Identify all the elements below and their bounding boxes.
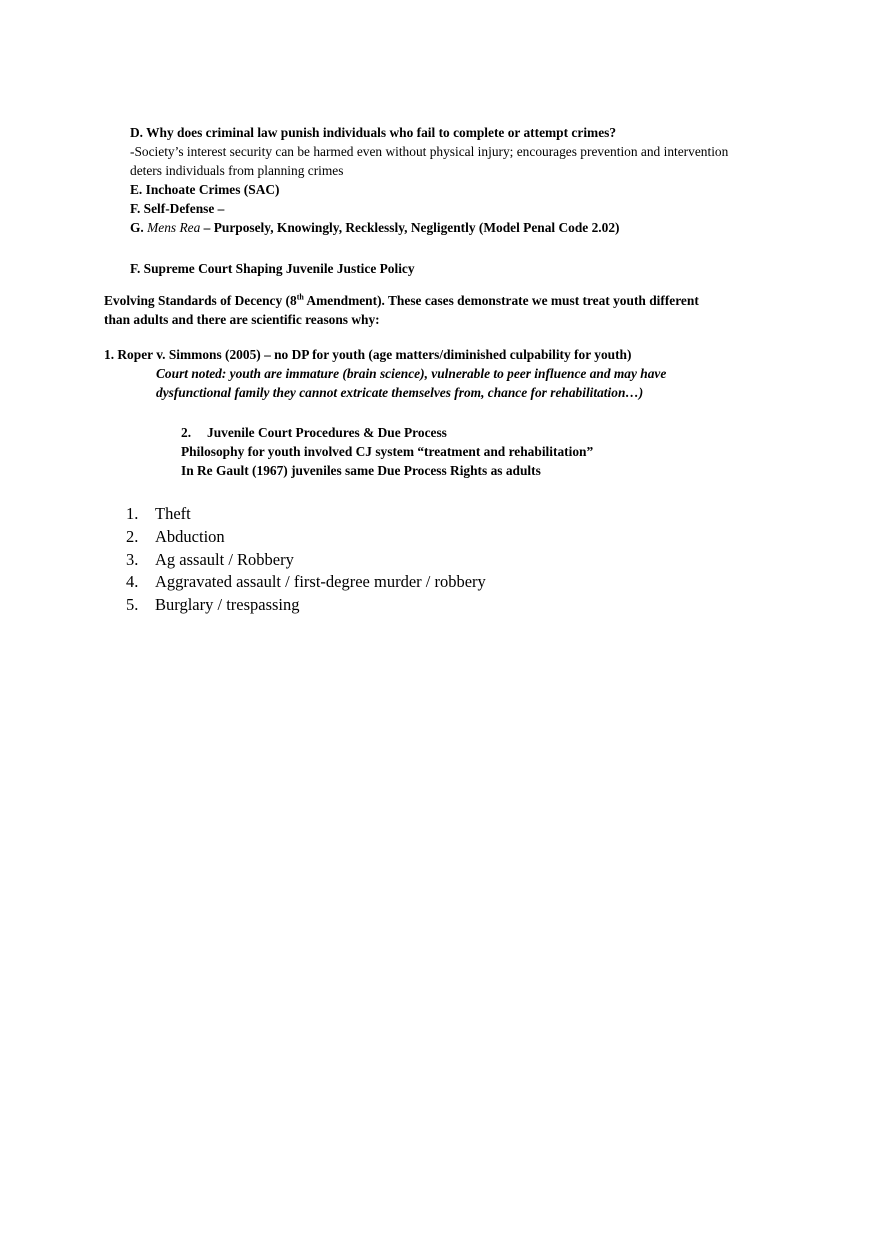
section-f-heading: F. Self-Defense – <box>130 201 225 216</box>
roper-note-line2: dysfunctional family they cannot extricate themselves from, chance for rehabilitation…) <box>156 385 644 400</box>
list-item <box>126 503 486 526</box>
list-item-number: 4. <box>126 572 139 592</box>
offense-list <box>126 503 486 617</box>
list-item <box>126 526 486 549</box>
list-item-text: Aggravated assault / first-degree murder / robbery <box>155 572 486 592</box>
section-d-body-line2: deters individuals from planning crimes <box>130 163 344 178</box>
list-item-number: 3. <box>126 549 139 569</box>
juvenile-heading-text: Juvenile Court Procedures & Due Process <box>207 425 447 440</box>
section-d-body-line1: -Society’s interest security can be harmed even without physical injury; encourages prevention and intervention <box>130 144 729 159</box>
list-item <box>126 571 486 594</box>
section-f2-heading: F. Supreme Court Shaping Juvenile Justice Policy <box>130 261 415 276</box>
list-item-number: 5. <box>126 595 139 615</box>
section-g-prefix: G. <box>130 220 148 235</box>
section-g-rest: – Purposely, Knowingly, Recklessly, Negligently (Model Penal Code 2.02) <box>200 220 620 235</box>
list-item-text: Burglary / trespassing <box>155 595 300 615</box>
gault-line: In Re Gault (1967) juveniles same Due Process Rights as adults <box>181 463 541 478</box>
roper-heading: 1. Roper v. Simmons (2005) – no DP for youth (age matters/diminished culpability for youth) <box>104 347 632 362</box>
juvenile-number: 2. <box>181 425 192 440</box>
roper-note-line1: Court noted: youth are immature (brain science), vulnerable to peer influence and may have <box>156 366 667 381</box>
standards-line1-end: Amendment). These cases demonstrate we must treat youth different <box>303 293 699 308</box>
standards-line1-start: Evolving Standards of Decency (8 <box>104 293 297 308</box>
standards-line2: than adults and there are scientific reasons why: <box>104 312 380 327</box>
philosophy-line: Philosophy for youth involved CJ system “treatment and rehabilitation” <box>181 444 594 459</box>
list-item-number: 2. <box>126 526 139 546</box>
list-item-text: Abduction <box>155 526 225 546</box>
section-g-heading <box>130 219 620 237</box>
list-item-text: Ag assault / Robbery <box>155 549 294 569</box>
list-item <box>126 594 486 617</box>
mens-rea-term: Mens Rea <box>147 220 201 235</box>
list-item <box>126 549 486 572</box>
juvenile-heading <box>181 424 447 442</box>
list-item-text: Theft <box>155 504 191 523</box>
list-item-number: 1. <box>126 504 139 523</box>
standards-line1 <box>104 292 699 310</box>
section-d-heading: D. Why does criminal law punish individuals who fail to complete or attempt crimes? <box>130 125 617 140</box>
section-e-heading: E. Inchoate Crimes (SAC) <box>130 182 280 197</box>
standards-superscript: th <box>296 292 304 302</box>
